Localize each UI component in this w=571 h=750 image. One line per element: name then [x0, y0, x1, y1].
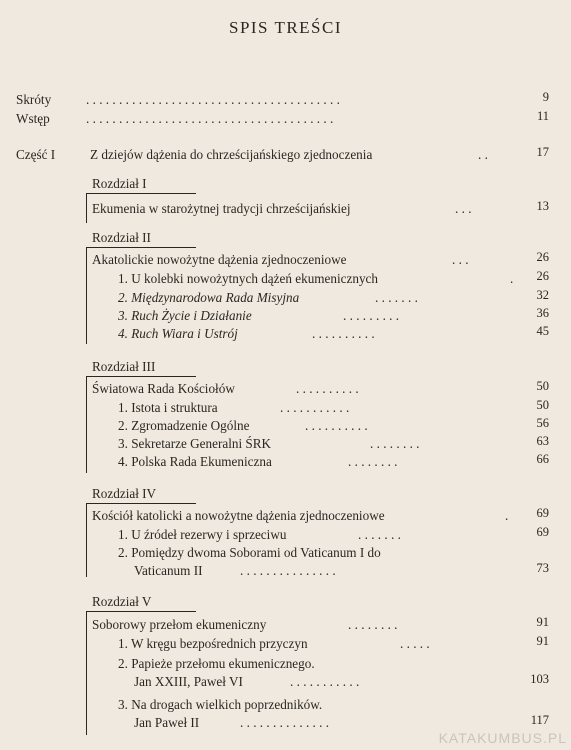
chapter-rule	[86, 247, 196, 248]
toc-leader-dots: . . . . . . . . . . .	[290, 674, 360, 689]
toc-subentry: 2. Zgromadzenie Ogólne	[118, 418, 250, 433]
toc-leader-dots: . . . . . . . . . . .	[280, 400, 350, 415]
toc-leader-dots: . . . . .	[400, 636, 430, 651]
toc-leader-dots: . . . . . . . . .	[343, 308, 400, 323]
chapter-rule	[86, 503, 196, 504]
chapter-bracket	[86, 247, 87, 344]
toc-subentry: 1. U kolebki nowożytnych dążeń ekumenicznych	[118, 271, 379, 286]
toc-subentry: 4. Polska Rada Ekumeniczna	[118, 454, 272, 469]
toc-page-number: 66	[536, 452, 549, 466]
toc-subentry: 1. W kręgu bezpośrednich przyczyn	[118, 636, 308, 651]
chapter-title: Ekumenia w starożytnej tradycji chrześcijańskiej	[92, 201, 351, 216]
toc-subentry: 2. Papieże przełomu ekumenicznego.	[118, 656, 315, 671]
toc-leader-dots: . . . . . . . .	[370, 436, 420, 451]
chapter-rule	[86, 376, 196, 377]
toc-leader-dots: . . . . . . .	[358, 527, 401, 542]
toc-leader-dots: . . . . . . . . . . . . . .	[240, 715, 330, 730]
toc-subentry: 3. Ruch Życie i Działanie	[118, 308, 252, 323]
toc-leader-dots: . . . . . . . . . .	[312, 326, 375, 341]
toc-page-number: 56	[536, 416, 549, 430]
toc-page-number: 73	[536, 561, 549, 575]
toc-subentry: 3. Na drogach wielkich poprzedników.	[118, 697, 323, 712]
part-title: Z dziejów dążenia do chrześcijańskiego zjednoczenia	[90, 147, 373, 162]
toc-page-number: 117	[530, 713, 549, 727]
toc-subentry: 3. Sekretarze Generalni ŚRK	[118, 436, 272, 451]
toc-leader-dots: . . . . . . . . . .	[305, 418, 368, 433]
toc-page-number: 45	[536, 324, 549, 338]
chapter-bracket	[86, 503, 87, 577]
toc-leader-dots: .	[505, 508, 509, 523]
toc-page-number: 69	[536, 506, 549, 520]
toc-subentry: 1. Istota i struktura	[118, 400, 218, 415]
chapter-heading: Rozdział II	[92, 230, 151, 245]
toc-leader-dots: . . . . . . . . . . . . . . .	[240, 563, 336, 578]
toc-leader-dots: . . . . . . . . . .	[296, 381, 359, 396]
chapter-title: Kościół katolicki a nowożytne dążenia zjednoczeniowe	[92, 508, 385, 523]
toc-subentry-continued: Jan XXIII, Paweł VI	[134, 674, 243, 689]
chapter-rule	[86, 193, 196, 194]
chapter-heading: Rozdział I	[92, 176, 147, 191]
toc-leader-dots: . .	[478, 147, 488, 162]
chapter-bracket	[86, 611, 87, 735]
toc-leader-dots: . . .	[452, 252, 469, 267]
toc-page-number: 32	[536, 288, 549, 302]
part-label: Część I	[16, 147, 56, 162]
toc-page-number: 50	[536, 379, 549, 393]
chapter-title: Światowa Rada Kościołów	[92, 381, 235, 396]
toc-subentry-continued: Jan Paweł II	[134, 715, 200, 730]
toc-leader-dots: . . . . . . . . . . . . . . . . . . . . . . . . . . . . . . . . . . . . . .	[86, 111, 334, 126]
chapter-title: Soborowy przełom ekumeniczny	[92, 617, 267, 632]
toc-page-number: 11	[536, 109, 549, 123]
toc-leader-dots: . . . . . . . .	[348, 617, 398, 632]
toc-leader-dots: .	[510, 271, 514, 286]
chapter-bracket	[86, 376, 87, 473]
toc-page-number: 26	[536, 269, 549, 283]
chapter-title: Akatolickie nowożytne dążenia zjednoczeniowe	[92, 252, 347, 267]
page-title: SPIS TREŚCI	[228, 18, 343, 37]
toc-subentry-continued: Vaticanum II	[134, 563, 203, 578]
chapter-bracket	[86, 193, 87, 223]
toc-subentry: 2. Pomiędzy dwoma Soborami od Vaticanum I do	[118, 545, 381, 560]
toc-page-number: 17	[536, 145, 549, 159]
chapter-heading: Rozdział IV	[92, 486, 157, 501]
toc-page-number: 103	[530, 672, 549, 686]
toc-leader-dots: . . .	[455, 201, 472, 216]
toc-page-number: 91	[536, 615, 549, 629]
toc-page-number: 13	[536, 199, 549, 213]
toc-subentry: 4. Ruch Wiara i Ustrój	[118, 326, 238, 341]
toc-page-number: 9	[542, 90, 549, 104]
toc-page-number: 69	[536, 525, 549, 539]
toc-leader-dots: . . . . . . . .	[348, 454, 398, 469]
chapter-heading: Rozdział V	[92, 594, 152, 609]
watermark: KATAKUMBUS.PL	[438, 730, 567, 746]
toc-subentry: 1. U źródeł rezerwy i sprzeciwu	[118, 527, 287, 542]
chapter-heading: Rozdział III	[92, 359, 156, 374]
toc-page-number: 63	[536, 434, 549, 448]
toc-leader-dots: . . . . . . . . . . . . . . . . . . . . . . . . . . . . . . . . . . . . . . .	[86, 92, 340, 107]
chapter-rule	[86, 611, 196, 612]
toc-entry-label: Skróty	[16, 92, 52, 107]
toc-page-number: 50	[536, 398, 549, 412]
toc-entry-label: Wstęp	[16, 111, 50, 126]
toc-page-number: 91	[536, 634, 549, 648]
toc-page-number: 36	[536, 306, 549, 320]
toc-subentry: 2. Międzynarodowa Rada Misyjna	[118, 290, 300, 305]
toc-leader-dots: . . . . . . .	[375, 290, 418, 305]
toc-page-number: 26	[536, 250, 549, 264]
